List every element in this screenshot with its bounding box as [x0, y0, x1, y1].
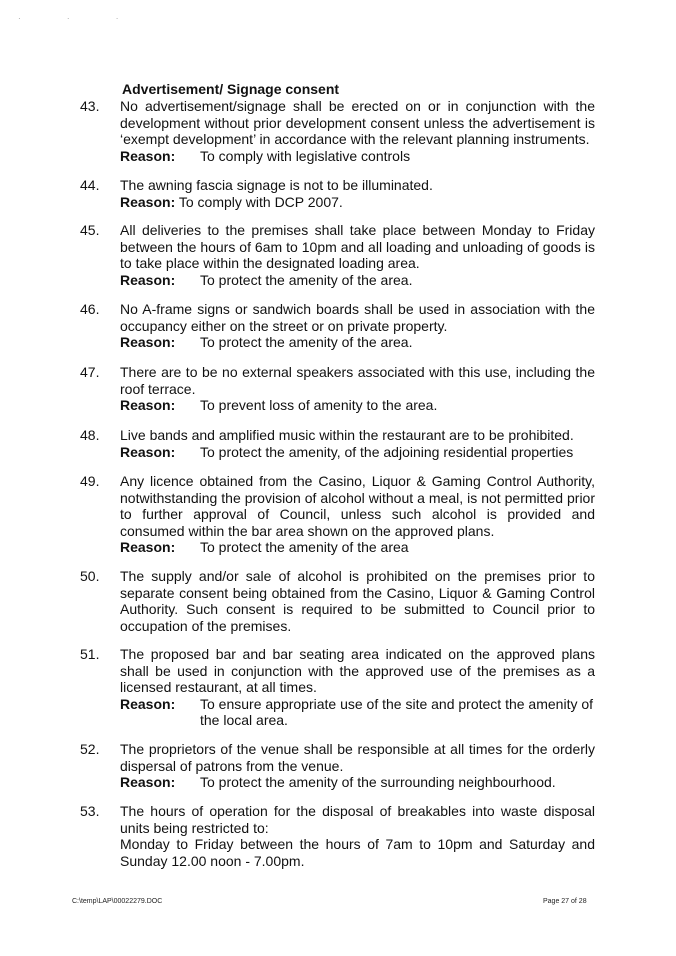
reason-row	[120, 334, 595, 351]
reason-text: To comply with legislative controls	[200, 147, 411, 164]
footer-file-path: C:\temp\LAP\00022279.DOC	[72, 898, 163, 905]
condition-text: The hours of operation for the disposal of breakables into waste disposal units being restricted to:	[120, 803, 595, 836]
condition-53	[80, 803, 595, 869]
reason-label: Reason:	[120, 774, 176, 790]
condition-text: The awning fascia signage is not to be illuminated.	[120, 177, 433, 193]
condition-text: The proposed bar and bar seating area indicated on the approved plans shall be used in conjunction with the approved use of the premises as a licensed restaurant, at all times.	[120, 646, 595, 695]
reason-row	[120, 148, 595, 165]
condition-text: No advertisement/signage shall be erected on or in conjunction with the development without prior development consent unless the advertisement is ‘exempt development’ in accordance with the relevant planning instruments.	[120, 98, 595, 147]
reason-text: To protect the amenity of the area	[200, 539, 409, 555]
condition-44	[80, 177, 595, 210]
reason-label: Reason:	[120, 397, 176, 413]
scan-specks: · · ·	[18, 14, 141, 23]
reason-text: To prevent loss of amenity to the area.	[200, 397, 438, 413]
footer-page-number: Page 27 of 28	[543, 898, 587, 905]
reason-text: To comply with DCP 2007.	[178, 193, 343, 210]
condition-51	[80, 646, 595, 729]
condition-text: The proprietors of the venue shall be responsible at all times for the orderly dispersal of patrons from the venue.	[120, 741, 595, 774]
operating-hours-text: Monday to Friday between the hours of 7am to 10pm and Saturday and Sunday 12.00 noon - 7.00pm.	[120, 836, 595, 869]
reason-row	[120, 696, 595, 729]
condition-number: 50.	[80, 568, 100, 584]
condition-number: 47.	[80, 364, 100, 380]
reason-label: Reason:	[120, 539, 176, 555]
condition-46	[80, 301, 595, 351]
condition-47	[80, 364, 595, 414]
reason-row	[120, 272, 595, 289]
reason-row	[120, 774, 595, 791]
condition-text: There are to be no external speakers associated with this use, including the roof terrace.	[120, 364, 595, 397]
reason-label: Reason:	[120, 193, 176, 210]
section-heading: Advertisement/ Signage consent	[122, 81, 340, 97]
reason-text: To protect the amenity of the surrounding neighbourhood.	[200, 774, 556, 790]
condition-number: 48.	[80, 427, 100, 443]
condition-number: 51.	[80, 646, 100, 662]
condition-text: The supply and/or sale of alcohol is prohibited on the premises prior to separate consent being obtained from the Casino, Liquor & Gaming Control Authority. Such consent is required to be submitted to Council prior to occupation of the premises.	[120, 568, 595, 634]
condition-text: No A-frame signs or sandwich boards shall be used in association with the occupancy either on the street or on private property.	[120, 301, 595, 334]
condition-number: 46.	[80, 301, 100, 317]
reason-label: Reason:	[120, 334, 176, 350]
condition-49	[80, 473, 595, 556]
reason-row	[120, 539, 595, 556]
reason-label: Reason:	[120, 271, 176, 288]
condition-48	[80, 427, 595, 460]
reason-row	[120, 444, 595, 461]
condition-number: 44.	[80, 177, 100, 193]
reason-row	[120, 194, 595, 211]
condition-number: 45.	[80, 222, 100, 238]
condition-text: Any licence obtained from the Casino, Liquor & Gaming Control Authority, notwithstanding the provision of alcohol without a meal, is not permitted prior to further approval of Council, unless such alcohol is provided and consumed within the bar area shown on the approved plans.	[120, 473, 595, 539]
reason-text: To protect the amenity of the area.	[200, 271, 413, 288]
reason-text: To protect the amenity of the area.	[200, 334, 413, 350]
condition-number: 52.	[80, 741, 100, 757]
reason-text: To ensure appropriate use of the site and protect the amenity of the local area.	[200, 695, 594, 728]
reason-label: Reason:	[120, 695, 176, 712]
condition-number: 43.	[80, 98, 100, 114]
reason-label: Reason:	[120, 443, 176, 460]
condition-50	[80, 568, 595, 634]
condition-43	[80, 98, 595, 164]
reason-label: Reason:	[120, 147, 176, 164]
condition-text: Live bands and amplified music within the restaurant are to be prohibited.	[120, 427, 574, 443]
reason-row	[120, 397, 595, 414]
condition-number: 49.	[80, 473, 100, 489]
condition-45	[80, 222, 595, 288]
condition-text: All deliveries to the premises shall take place between Monday to Friday between the hours of 6am to 10pm and all loading and unloading of goods is to take place within the designated loading area.	[120, 222, 595, 271]
condition-52	[80, 741, 595, 791]
condition-number: 53.	[80, 803, 100, 819]
reason-text: To protect the amenity, of the adjoining residential properties	[200, 443, 574, 460]
